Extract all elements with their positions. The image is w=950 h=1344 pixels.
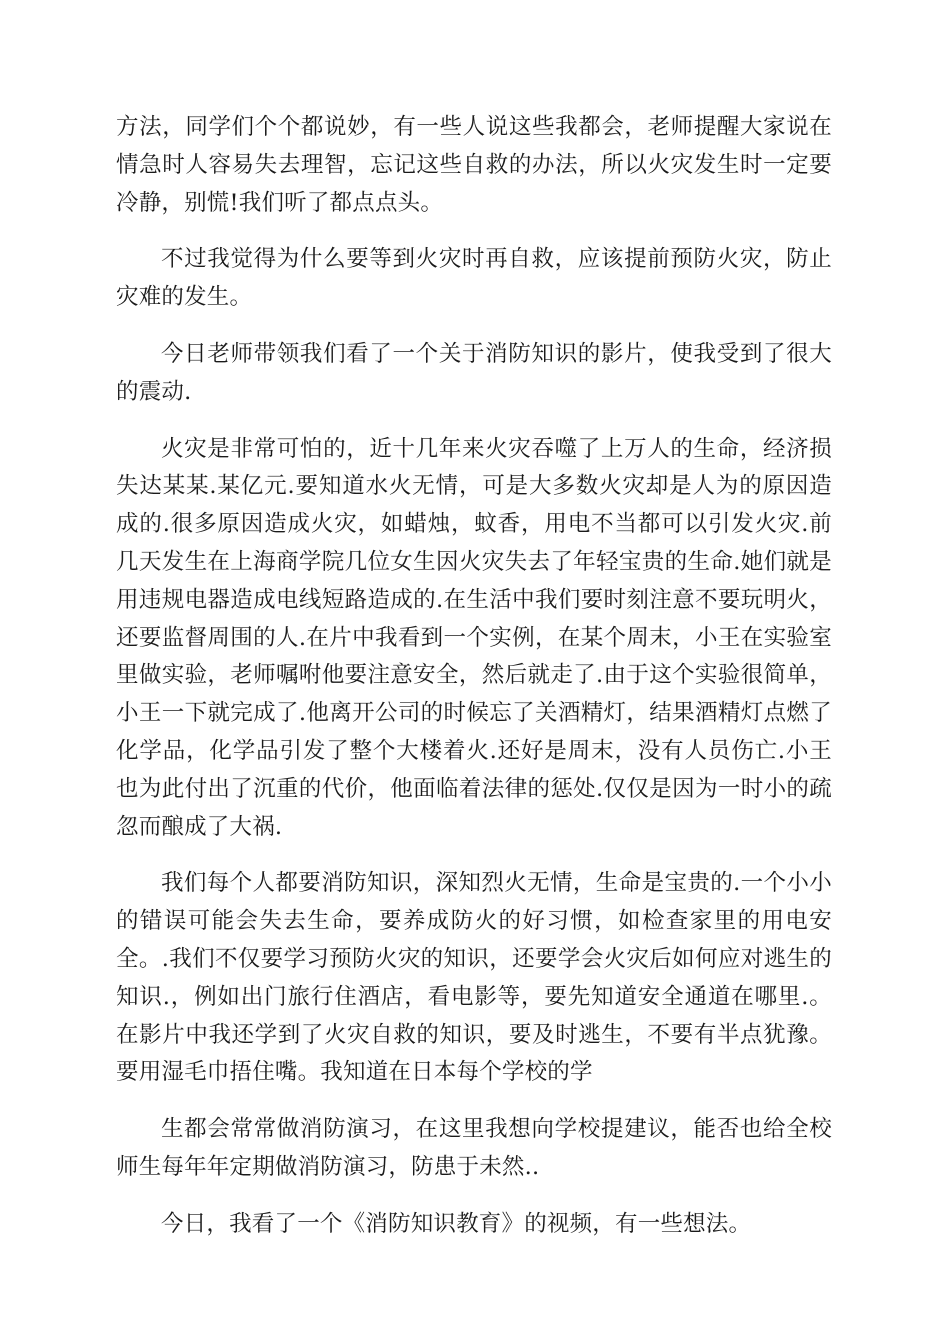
paragraph-5: 我们每个人都要消防知识，深知烈火无情，生命是宝贵的.一个小小的错误可能会失去生命，要养成防火的好习惯，如检查家里的用电安全。.我们不仅要学习预防火灾的知识，还要学会火灾后如何应对逃生的知识.，例如出门旅行住酒店，看电影等，要先知道安全通道在哪里.。在影片中我还学到了火灾自救的知识，要及时逃生，不要有半点犹豫。要用湿毛巾捂住嘴。我知道在日本每个学校的学: [116, 870, 832, 1086]
paragraph-1: 方法，同学们个个都说妙，有一些人说这些我都会，老师提醒大家说在情急时人容易失去理智，忘记这些自救的办法，所以火灾发生时一定要冷静，别慌!我们听了都点点头。: [116, 114, 832, 216]
paragraph-6: 生都会常常做消防演习，在这里我想向学校提建议，能否也给全校师生每年年定期做消防演习，防患于未然..: [116, 1116, 832, 1180]
document-body: [116, 109, 832, 1263]
paragraph-4: 火灾是非常可怕的，近十几年来火灾吞噬了上万人的生命，经济损失达某某.某亿元.要知道水火无情，可是大多数火灾却是人为的原因造成的.很多原因造成火灾，如蜡烛，蚊香，用电不当都可以引发火灾.前几天发生在上海商学院几位女生因火灾失去了年轻宝贵的生命.她们就是用违规电器造成电线短路造成的.在生活中我们要时刻注意不要玩明火，还要监督周围的人.在片中我看到一个实例，在某个周末，小王在实验室里做实验，老师嘱咐他要注意安全，然后就走了.由于这个实验很简单，小王一下就完成了.他离开公司的时候忘了关酒精灯，结果酒精灯点燃了化学品，化学品引发了整个大楼着火.还好是周末，没有人员伤亡.小王也为此付出了沉重的代价，他面临着法律的惩处.仅仅是因为一时小的疏忽而酿成了大祸.: [116, 435, 832, 840]
paragraph-7: 今日，我看了一个《消防知识教育》的视频，有一些想法。: [161, 1210, 752, 1237]
paragraph-3: 今日老师带领我们看了一个关于消防知识的影片，使我受到了很大的震动.: [116, 340, 832, 405]
paragraph-2: 不过我觉得为什么要等到火灾时再自救，应该提前预防火灾，防止灾难的发生。: [116, 246, 832, 311]
